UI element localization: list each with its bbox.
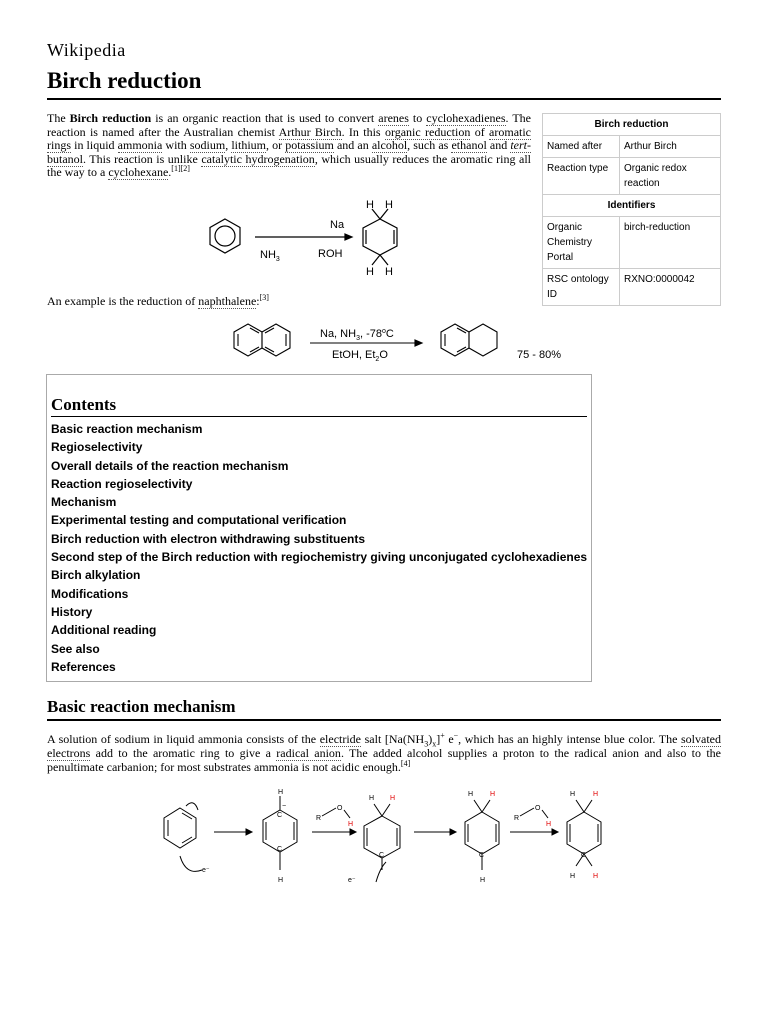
benzene-ring xyxy=(164,808,196,848)
toc-item[interactable]: Reaction regioselectivity xyxy=(51,476,193,491)
carbon-label: C xyxy=(581,852,587,859)
carbon-label: C xyxy=(479,852,485,859)
toc-list xyxy=(51,420,587,676)
reagent-alcohol: ROH xyxy=(318,248,343,260)
link-electride[interactable]: electride xyxy=(319,732,362,746)
added-hydrogen: H xyxy=(490,791,496,798)
toc-item[interactable]: Additional reading xyxy=(51,623,157,638)
link-potassium[interactable]: potassium xyxy=(285,138,334,153)
reference-marker[interactable]: [4] xyxy=(400,759,411,768)
toc-item[interactable]: Overall details of the reaction mechanism xyxy=(51,458,289,473)
hydrogen-label: H xyxy=(468,791,474,798)
infobox-value[interactable]: birch-reduction xyxy=(620,217,721,269)
page-title: Birch reduction xyxy=(47,68,721,100)
carbon-label: C xyxy=(277,812,283,819)
dihydronaphthalene-ring-right xyxy=(469,324,497,356)
infobox-label: Reaction type xyxy=(543,158,620,195)
oxygen-label: O xyxy=(337,805,343,812)
link-alcohol[interactable]: alcohol xyxy=(371,138,408,153)
link-ammonia[interactable]: ammonia xyxy=(117,138,163,153)
carbanion-ring xyxy=(465,812,499,854)
hydrogen-label: H xyxy=(385,199,393,211)
anion-charge: − xyxy=(282,803,287,810)
added-hydrogen: H xyxy=(390,795,396,802)
infobox xyxy=(542,113,721,306)
yield-label: 75 - 80% xyxy=(517,349,562,361)
hydrogen-label: H xyxy=(385,266,393,278)
link-catalytic-hydrogenation[interactable]: catalytic hydrogenation xyxy=(201,151,315,166)
infobox-label: Named after xyxy=(543,136,620,158)
carbon-label: C xyxy=(277,846,283,853)
reagent-ammonia: $NH_3$ xyxy=(260,249,280,263)
toc-item[interactable]: Modifications xyxy=(51,586,129,601)
cyclohexadiene-ring xyxy=(363,219,397,255)
toc-item[interactable]: Basic reaction mechanism xyxy=(51,422,203,436)
link-tert-butanol[interactable]: tert-butanol xyxy=(47,138,532,166)
hydrogen-label: H xyxy=(480,877,486,884)
toc-item[interactable]: Second step of the Birch reduction with regiochemistry giving unconjugated cyclohexadienes xyxy=(51,550,588,565)
infobox-label: Organic Chemistry Portal xyxy=(543,217,620,269)
acidic-hydrogen: H xyxy=(348,821,354,828)
link-lithium[interactable]: lithium xyxy=(231,138,266,153)
intro-paragraph: The Birch reduction is an organic reaction that is used to convert arenes to cyclohexadienes. The reaction is named after the Australian chemist Arthur Birch. In this organic reduction of aromatic rings in liquid ammonia with sodium, lithium, or potassium and an alcohol, such as ethanol and tert-butanol. This reaction is unlike catalytic hydrogenation, which usually reduces the aromatic ring all the way to a cyclohexane.[1][2] xyxy=(47,111,532,180)
link-radical-anion[interactable]: radical anion xyxy=(276,746,341,760)
link-solvated-electrons[interactable]: solvated electrons xyxy=(47,732,721,760)
mechanism-diagram xyxy=(150,786,620,886)
section-heading: Basic reaction mechanism xyxy=(47,697,721,721)
arrow-head xyxy=(415,340,422,346)
infobox-label: RSC ontology ID xyxy=(543,269,620,306)
alkyl-label: R xyxy=(514,815,520,822)
term-bold: Birch reduction xyxy=(69,111,152,125)
reagent-conditions-top: Na, $NH_3$, -78$^o$C xyxy=(320,328,394,342)
reagent-conditions-bottom: EtOH, $Et_2O$ xyxy=(332,349,388,363)
table-of-contents xyxy=(46,374,592,682)
toc-item[interactable]: References xyxy=(51,659,116,674)
infobox-value[interactable]: Organic redox reaction xyxy=(620,158,721,195)
toc-item[interactable]: Birch reduction with electron withdrawing substituents xyxy=(51,531,366,546)
infobox-value[interactable]: Arthur Birch xyxy=(620,136,721,158)
hydrogen-label: H xyxy=(570,873,576,880)
toc-title: Contents xyxy=(51,395,587,417)
link-ethanol[interactable]: ethanol xyxy=(451,138,487,153)
toc-item[interactable]: Mechanism xyxy=(51,495,117,510)
infobox-section-heading: Identifiers xyxy=(543,195,721,217)
link-sodium[interactable]: sodium xyxy=(189,138,226,153)
mechanism-paragraph: A solution of sodium in liquid ammonia consists of the electride salt $[Na(NH_3)_x]^+$ e−, which has an highly intense blue color. The solvated electrons add to the aromatic ring to give a radical anion. The added alcohol supplies a proton to the radical anion and also to the penultimate carbanion; for most substrates ammonia is not acidic enough.[4] xyxy=(47,731,721,774)
hydrogen-label: H xyxy=(366,199,374,211)
electron-label: e⁻ xyxy=(348,877,356,884)
reagent-sodium: Na xyxy=(330,219,345,231)
toc-item[interactable]: Experimental testing and computational verification xyxy=(51,513,347,528)
naphthalene-reduction-scheme xyxy=(225,318,575,368)
toc-item[interactable]: Regioselectivity xyxy=(51,440,143,455)
reference-marker[interactable]: [3] xyxy=(259,293,269,302)
link-organic-reduction[interactable]: organic reduction xyxy=(384,124,471,139)
infobox-title: Birch reduction xyxy=(543,114,721,136)
carbon-label: C xyxy=(379,852,385,859)
example-sentence: An example is the reduction of naphthalene:[3] xyxy=(47,293,269,308)
hydrogen-label: H xyxy=(278,789,284,796)
reference-marker[interactable]: [1][2] xyxy=(171,164,190,174)
hydrogen-label: H xyxy=(369,795,375,802)
oxygen-label: O xyxy=(535,805,541,812)
cyclohexadiene-ring xyxy=(567,812,601,854)
infobox-value[interactable]: RXNO:0000042 xyxy=(620,269,721,306)
acidic-hydrogen: H xyxy=(546,821,552,828)
birch-reaction-scheme xyxy=(200,196,410,280)
electron-label: e⁻ xyxy=(202,867,210,874)
link-naphthalene[interactable]: naphthalene xyxy=(198,294,257,308)
toc-item[interactable]: Birch alkylation xyxy=(51,568,141,583)
added-hydrogen: H xyxy=(593,791,599,798)
link-cyclohexane[interactable]: cyclohexane xyxy=(108,165,169,180)
curved-arrow xyxy=(180,856,202,871)
arrow-head xyxy=(345,234,352,240)
toc-item[interactable]: History xyxy=(51,604,93,619)
link-arenes[interactable]: arenes xyxy=(378,111,409,125)
hydrogen-label: H xyxy=(366,266,374,278)
added-hydrogen: H xyxy=(593,873,599,880)
wikipedia-logo[interactable]: Wikipedia xyxy=(47,40,126,60)
hydrogen-label: H xyxy=(570,791,576,798)
link-arthur-birch[interactable]: Arthur Birch xyxy=(278,124,342,139)
hydrogen-label: H xyxy=(278,877,284,884)
aromatic-circle xyxy=(215,226,235,246)
link-cyclohexadienes[interactable]: cyclohexadienes xyxy=(426,111,506,125)
toc-item[interactable]: See also xyxy=(51,641,100,656)
link-aromatic-rings[interactable]: aromatic rings xyxy=(47,124,532,153)
alkyl-label: R xyxy=(316,815,322,822)
